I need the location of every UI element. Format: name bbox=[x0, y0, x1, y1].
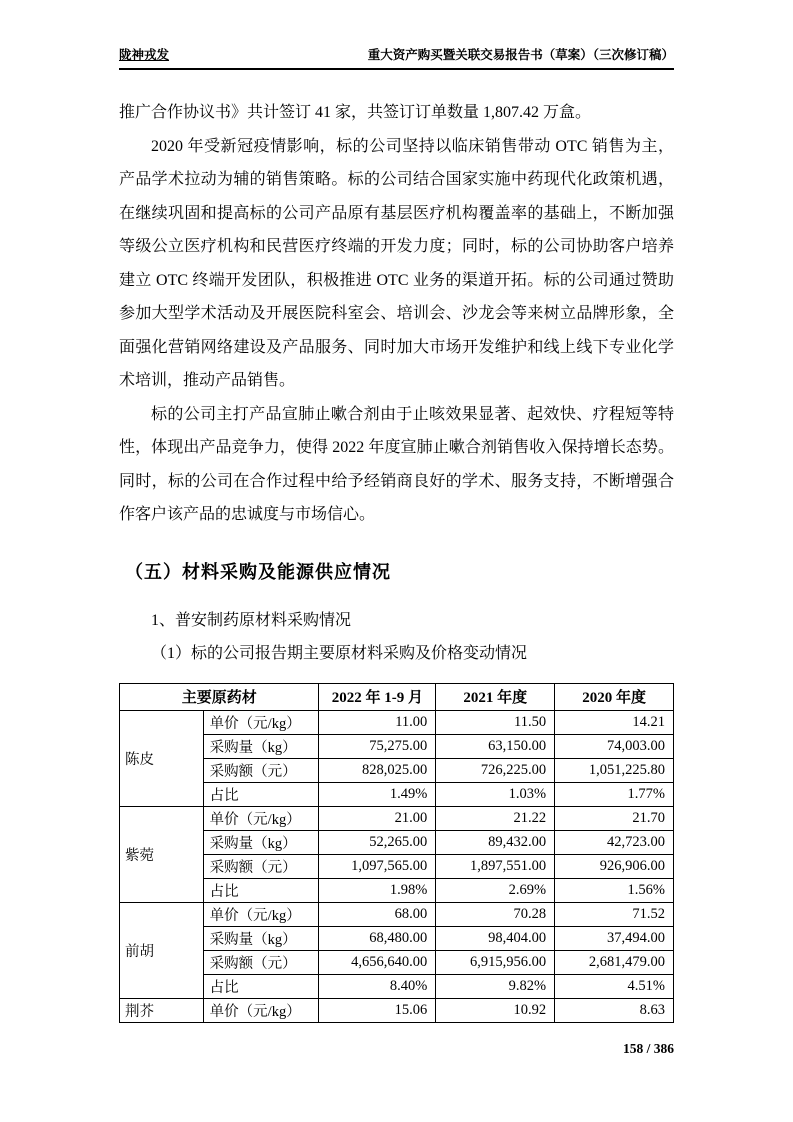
value-cell: 68,480.00 bbox=[319, 926, 436, 950]
subheading-price-change: （1）标的公司报告期主要原材料采购及价格变动情况 bbox=[151, 645, 528, 662]
value-cell: 8.63 bbox=[555, 998, 674, 1022]
section-heading-materials: （五）材料采购及能源供应情况 bbox=[125, 561, 391, 582]
material-name-cell: 前胡 bbox=[120, 902, 204, 998]
header-company-name: 陇神戎发 bbox=[119, 48, 170, 62]
table-row bbox=[120, 950, 674, 974]
table-header-row bbox=[120, 683, 674, 710]
table-row bbox=[120, 902, 674, 926]
value-cell: 74,003.00 bbox=[555, 734, 674, 758]
page-footer bbox=[119, 1041, 674, 1057]
metric-label-cell: 单价（元/kg） bbox=[203, 998, 319, 1022]
page-number: 158 / 386 bbox=[622, 1040, 674, 1056]
value-cell: 1.56% bbox=[555, 878, 674, 902]
value-cell: 21.70 bbox=[555, 806, 674, 830]
table-row bbox=[120, 734, 674, 758]
table-row bbox=[120, 854, 674, 878]
value-cell: 14.21 bbox=[555, 710, 674, 734]
paragraph-2020-sales-strategy: 2020 年受新冠疫情影响，标的公司坚持以临床销售带动 OTC 销售为主，产品学术拉动为辅的销售策略。标的公司结合国家实施中药现代化政策机遇，在继续巩固和提高标的公司产品原有基层医疗机构覆盖率的基础上，不断加强等级公立医疗机构和民营医疗终端的开发力度；同时，标的公司协助客户培养建立 OTC 终端开发团队，积极推进 OTC 业务的渠道开拓。标的公司通过赞助参加大型学术活动及开展医院科室会、培训会、沙龙会等来树立品牌形象，全面强化营销网络建设及产品服务、同时加大市场开发维护和线上线下专业化学术培训，推动产品销售。 bbox=[119, 137, 674, 389]
table-row bbox=[120, 782, 674, 806]
value-cell: 75,275.00 bbox=[319, 734, 436, 758]
table-row bbox=[120, 806, 674, 830]
metric-label-cell: 单价（元/kg） bbox=[203, 710, 319, 734]
value-cell: 1.77% bbox=[555, 782, 674, 806]
value-cell: 37,494.00 bbox=[555, 926, 674, 950]
value-cell: 2.69% bbox=[436, 878, 555, 902]
value-cell: 726,225.00 bbox=[436, 758, 555, 782]
column-header-2020: 2020 年度 bbox=[555, 683, 674, 710]
value-cell: 9.82% bbox=[436, 974, 555, 998]
value-cell: 52,265.00 bbox=[319, 830, 436, 854]
value-cell: 10.92 bbox=[436, 998, 555, 1022]
page-header bbox=[119, 45, 674, 70]
value-cell: 21.00 bbox=[319, 806, 436, 830]
table-row bbox=[120, 758, 674, 782]
metric-label-cell: 占比 bbox=[203, 974, 319, 998]
metric-label-cell: 采购量（kg） bbox=[203, 830, 319, 854]
value-cell: 1,097,565.00 bbox=[319, 854, 436, 878]
value-cell: 8.40% bbox=[319, 974, 436, 998]
value-cell: 4,656,640.00 bbox=[319, 950, 436, 974]
value-cell: 4.51% bbox=[555, 974, 674, 998]
raw-material-procurement-table bbox=[119, 683, 674, 1023]
value-cell: 926,906.00 bbox=[555, 854, 674, 878]
material-name-cell: 紫菀 bbox=[120, 806, 204, 902]
value-cell: 89,432.00 bbox=[436, 830, 555, 854]
metric-label-cell: 占比 bbox=[203, 878, 319, 902]
column-header-2022: 2022 年 1-9 月 bbox=[319, 683, 436, 710]
material-name-cell: 荆芥 bbox=[120, 998, 204, 1022]
value-cell: 1,897,551.00 bbox=[436, 854, 555, 878]
value-cell: 11.50 bbox=[436, 710, 555, 734]
metric-label-cell: 单价（元/kg） bbox=[203, 902, 319, 926]
value-cell: 6,915,956.00 bbox=[436, 950, 555, 974]
table-row bbox=[120, 998, 674, 1022]
value-cell: 1.49% bbox=[319, 782, 436, 806]
value-cell: 70.28 bbox=[436, 902, 555, 926]
value-cell: 63,150.00 bbox=[436, 734, 555, 758]
document-body bbox=[119, 96, 674, 1023]
value-cell: 1.03% bbox=[436, 782, 555, 806]
metric-label-cell: 采购额（元） bbox=[203, 854, 319, 878]
value-cell: 68.00 bbox=[319, 902, 436, 926]
value-cell: 71.52 bbox=[555, 902, 674, 926]
table-row bbox=[120, 830, 674, 854]
paragraph-agreement-continuation: 推广合作协议书》共计签订 41 家，共签订订单数量 1,807.42 万盒。 bbox=[119, 104, 592, 121]
value-cell: 42,723.00 bbox=[555, 830, 674, 854]
value-cell: 98,404.00 bbox=[436, 926, 555, 950]
paragraph-main-product: 标的公司主打产品宣肺止嗽合剂由于止咳效果显著、起效快、疗程短等特性，体现出产品竞争力，使得 2022 年度宣肺止嗽合剂销售收入保持增长态势。同时，标的公司在合作过程中给予经销商良好的学术、服务支持，不断增强合作客户该产品的忠诚度与市场信心。 bbox=[119, 405, 674, 523]
header-document-title: 重大资产购买暨关联交易报告书（草案）（三次修订稿） bbox=[367, 48, 674, 62]
metric-label-cell: 采购额（元） bbox=[203, 950, 319, 974]
column-header-material: 主要原药材 bbox=[120, 683, 319, 710]
material-name-cell: 陈皮 bbox=[120, 710, 204, 806]
value-cell: 21.22 bbox=[436, 806, 555, 830]
value-cell: 1,051,225.80 bbox=[555, 758, 674, 782]
column-header-2021: 2021 年度 bbox=[436, 683, 555, 710]
value-cell: 2,681,479.00 bbox=[555, 950, 674, 974]
value-cell: 1.98% bbox=[319, 878, 436, 902]
table-row bbox=[120, 926, 674, 950]
table-body bbox=[120, 710, 674, 1022]
value-cell: 828,025.00 bbox=[319, 758, 436, 782]
value-cell: 15.06 bbox=[319, 998, 436, 1022]
table-row bbox=[120, 974, 674, 998]
table-row bbox=[120, 710, 674, 734]
value-cell: 11.00 bbox=[319, 710, 436, 734]
metric-label-cell: 采购量（kg） bbox=[203, 734, 319, 758]
metric-label-cell: 单价（元/kg） bbox=[203, 806, 319, 830]
table-row bbox=[120, 878, 674, 902]
metric-label-cell: 采购量（kg） bbox=[203, 926, 319, 950]
subheading-puan-procurement: 1、普安制药原材料采购情况 bbox=[151, 611, 352, 629]
metric-label-cell: 占比 bbox=[203, 782, 319, 806]
metric-label-cell: 采购额（元） bbox=[203, 758, 319, 782]
